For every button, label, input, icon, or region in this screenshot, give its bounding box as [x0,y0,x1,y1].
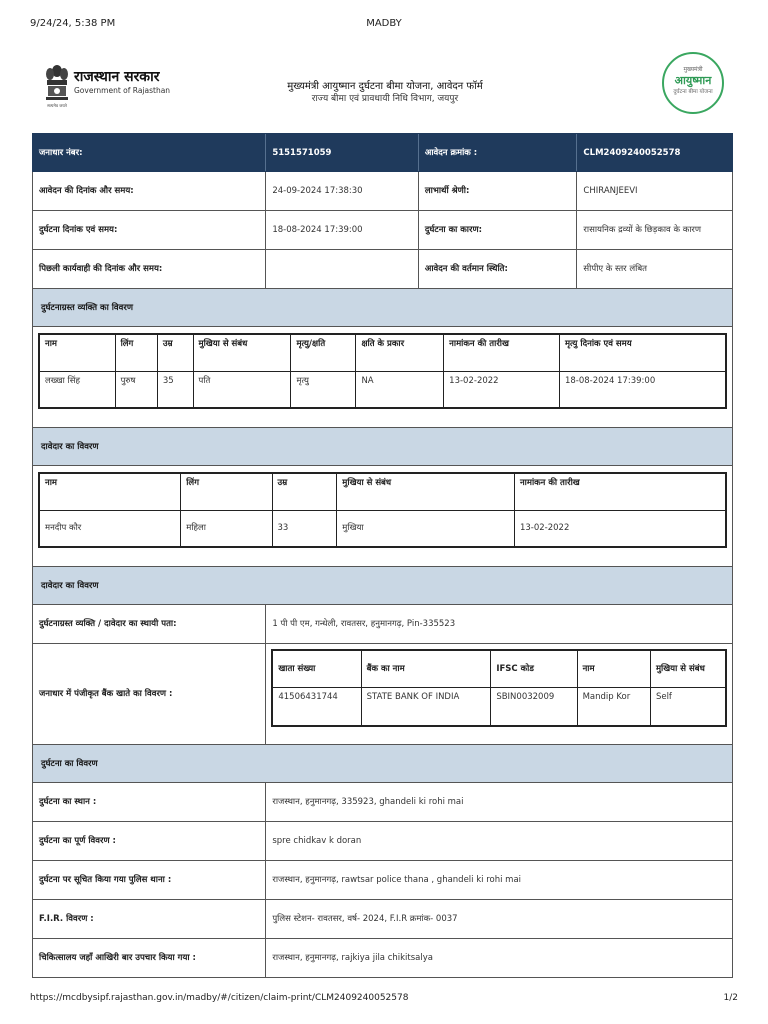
summary-label: लाभार्थी श्रेणी: [419,172,578,210]
accident-row [32,861,733,900]
column-header: नामांकन की तारीख [444,334,560,371]
accident-label: दुर्घटना पर सूचित किया गया पुलिस थाना : [33,861,266,899]
accident-section-title: दुर्घटना का विवरण [32,745,733,783]
gov-name-english: Government of Rajasthan [74,86,171,95]
ayushman-logo [662,52,724,114]
print-datetime: 9/24/24, 5:38 PM [30,18,116,29]
table-cell: लख्खा सिंह [39,371,115,408]
accident-row [32,783,733,822]
address-label: दुर्घटनाग्रस्त व्यक्ति / दावेदार का स्थायी पता: [33,605,266,643]
summary-value: 18-08-2024 17:39:00 [266,211,419,249]
table-cell: महिला [181,510,272,547]
claimant-table [38,472,727,548]
accident-value: राजस्थान, हनुमानगढ़, rawtsar police thana , ghandeli ki rohi mai [272,875,522,885]
column-header: खाता संख्या [272,650,361,687]
column-header: मृत्यु/क्षति [291,334,356,371]
scheme-title: मुख्यमंत्री आयुष्मान दुर्घटना बीमा योजना, आवेदन फॉर्म [287,81,483,92]
accident-row [32,822,733,861]
column-header: क्षति के प्रकार [356,334,444,371]
summary-value: 24-09-2024 17:38:30 [266,172,419,210]
table-cell: 33 [272,510,337,547]
column-header: मुखिया से संबंध [337,473,515,510]
page-number: 1/2 [723,993,738,1003]
table-cell: 35 [157,371,193,408]
address-value: 1 पी पी एम, गन्धेली, रावतसर, हनुमानगढ़, Pin-335523 [272,619,456,629]
logo-main-text: आयुष्मान [674,74,712,87]
table-cell: मुखिया [337,510,515,547]
print-header [30,18,738,32]
application-no-label: आवेदन क्रमांक : [419,134,578,171]
table-cell: 18-08-2024 17:39:00 [559,371,726,408]
table-cell: STATE BANK OF INDIA [361,687,491,726]
summary-value: सीपीए के स्तर लंबित [583,264,648,274]
summary-label: दुर्घटना दिनांक एवं समय: [33,211,266,249]
table-cell: 41506431744 [272,687,361,726]
table-cell: पुरुष [115,371,157,408]
column-header: नाम [39,334,115,371]
accident-label: दुर्घटना का पूर्ण विवरण : [33,822,266,860]
table-cell: मृत्यु [291,371,356,408]
gov-name-hindi: राजस्थान सरकार [74,69,160,85]
state-emblem-icon [44,62,70,110]
summary-label: आवेदन की वर्तमान स्थिति: [419,250,578,288]
summary-row [32,250,733,289]
summary-label: आवेदन की दिनांक और समय: [33,172,266,210]
summary-value: CHIRANJEEVI [583,186,638,196]
claimant-details-title: दावेदार का विवरण [32,567,733,605]
summary-row [32,172,733,211]
column-header: लिंग [181,473,272,510]
print-footer [30,993,738,1007]
column-header: नाम [577,650,650,687]
scheme-subtitle: राज्य बीमा एवं प्रावधायी निधि विभाग, जयपुर [311,94,459,104]
column-header: IFSC कोड [491,650,577,687]
address-row [32,605,733,644]
logo-bottom-text: दुर्घटना बीमा योजना [673,89,713,95]
summary-value: रासायनिक द्रव्यों के छिड़काव के कारण [583,225,702,235]
claimant-section-title: दावेदार का विवरण [32,428,733,466]
accident-row [32,939,733,978]
table-cell: Mandip Kor [577,687,650,726]
janadhar-label: जनाधार नंबर: [33,134,266,171]
janadhar-value: 5151571059 [266,134,419,171]
claim-form [32,133,733,978]
accident-label: दुर्घटना का स्थान : [33,783,266,821]
column-header: मुखिया से संबंध [650,650,726,687]
accident-label: चिकित्सालय जहाँ आखिरी बार उपचार किया गया : [33,939,266,977]
column-header: लिंग [115,334,157,371]
bank-label: जनाधार में पंजीकृत बैंक खाते का विवरण : [33,644,266,744]
claimant-table-wrap [32,466,733,567]
government-name [74,68,170,96]
column-header: नाम [39,473,181,510]
table-cell: NA [356,371,444,408]
table-cell: पति [193,371,291,408]
table-row [272,687,726,726]
column-header: नामांकन की तारीख [514,473,726,510]
logo-top-text: मुख्यमंत्री [683,66,703,73]
scheme-heading [236,80,534,105]
page-url: https://mcdbysipf.rajasthan.gov.in/madby/#/citizen/claim-print/CLM2409240052578 [30,993,409,1003]
summary-label: पिछली कार्यवाही की दिनांक और समय: [33,250,266,288]
bank-table [271,649,727,727]
column-header: उम्र [272,473,337,510]
summary-value [266,250,419,288]
victim-table-wrap [32,327,733,428]
letterhead [36,50,734,128]
victim-section-title: दुर्घटनाग्रस्त व्यक्ति का विवरण [32,289,733,327]
table-cell: SBIN0032009 [491,687,577,726]
table-row [39,510,726,547]
column-header: उम्र [157,334,193,371]
table-cell: मनदीप कौर [39,510,181,547]
bank-table-wrap [266,644,732,744]
bank-row [32,644,733,745]
table-cell: 13-02-2022 [514,510,726,547]
emblem-motto: सत्यमेव जयते [47,103,67,108]
accident-value: पुलिस स्टेशन- रावतसर, वर्ष- 2024, F.I.R क्रमांक- 0037 [272,914,458,924]
column-header: मुखिया से संबंध [193,334,291,371]
print-title: MADBY [366,18,402,29]
table-cell: 13-02-2022 [444,371,560,408]
accident-value: spre chidkav k doran [272,836,362,846]
column-header: बैंक का नाम [361,650,491,687]
table-cell: Self [650,687,726,726]
accident-row [32,900,733,939]
summary-header-row [32,133,733,172]
victim-table [38,333,727,409]
table-row [39,371,726,408]
accident-label: F.I.R. विवरण : [33,900,266,938]
application-no-value: CLM2409240052578 [583,147,681,158]
summary-label: दुर्घटना का कारण: [419,211,578,249]
accident-value: राजस्थान, हनुमानगढ़, 335923, ghandeli ki rohi mai [272,797,464,807]
accident-value: राजस्थान, हनुमानगढ़, rajkiya jila chikitsalya [272,953,433,963]
column-header: मृत्यु दिनांक एवं समय [559,334,726,371]
summary-row [32,211,733,250]
